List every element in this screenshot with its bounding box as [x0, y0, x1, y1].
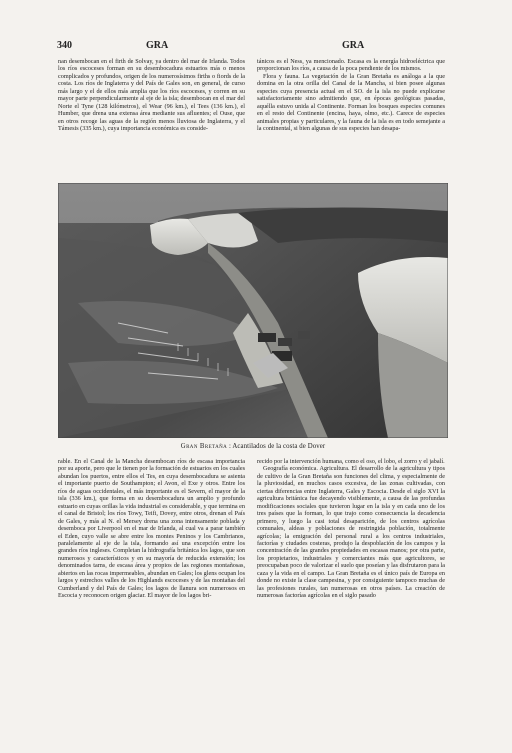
dover-cliffs-photo: [58, 183, 448, 438]
paragraph: Geografía económica. Agricultura. El desarrollo de la agricultura y tipos de cultivo de la Gran Bretaña son funciones del clima, y especialmente de la pluviosidad, en muchos casos excesiva, de las zonas cultivadas, con ciertas diferencias entre Inglaterra, Gales y Escocia. Desde el siglo XVI la agricultura británica fue decayendo visiblemente, a causa de las profundas modificaciones sociales que tuvieron lugar en la isla y en cada uno de los tres países que la forman, lo que trajo como consecuencia la decadencia primero, y luego la casi total desaparición, de los centros agrícolas comunales, aldeas y poblaciones de restringida población, totalmente agrícolas; la emigración del personal rural a los centros industriales, factorías y ciudades costeras, produjo la despoblación de los campos y la concentración de las grandes propiedades en escasas manos; por otra parte, los propietarios, industriales y comerciantes más que agricultores, se preocupaban poco de valorizar el suelo que poseían y las disfrutaron para la caza y la vida en el campo. La Gran Bretaña es el único país de Europa en donde no existe la clase campesina, y por consiguiente tampoco muchas de las profesiones rurales, tan numerosas en otros países. La creación de numerosas factorías agrícolas en el siglo pasado: [257, 465, 445, 600]
page-header: [0, 40, 512, 54]
paragraph: recido por la intervención humana, como el oso, el lobo, el zorro y el jabalí.: [257, 458, 445, 465]
paragraph: tánicos es el Ness, ya mencionado. Escasa es la energía hidroeléctrica que proporcionan los ríos, a causa de la poca pendiente de los mismos.: [257, 58, 445, 73]
running-head-left: GRA: [146, 40, 169, 51]
caption-name: Gran Bretaña: [180, 443, 228, 450]
column-top-right: [257, 58, 445, 180]
paragraph: Flora y fauna. La vegetación de la Gran Bretaña es análoga a la que domina en la otra orilla del Canal de la Mancha, si bien posee algunas especies cuya presencia actual en el SO. de la isla no puede explicarse satisfactoriamente sino admitiendo que, en épocas geológicas pasadas, aquélla estuvo unida al Continente. Forman los bosques especies comunes en el resto del Continente (encina, haya, olmo, etc.). Carece de especies animales propias y particulares, y la fauna de la isla es en todo semejante a la continental, si bien algunas de sus especies han desapa-: [257, 72, 445, 133]
figure-caption: [58, 443, 448, 450]
column-bottom-right: [257, 458, 445, 728]
running-head-right: GRA: [342, 40, 365, 51]
caption-text: Acantilados de la costa de Dover: [232, 443, 326, 450]
paragraph: rable. En el Canal de la Mancha desembocan ríos de escasa importancia por su aporte, pero que le tienen por la formación de estuarios en los cuales abundan los puertos, entre ellos el Tes, en cuya desembocadura se asienta el importante puerto de Southampton; el Avon, el Exe y otros. Entre los ríos de aguas occidentales, el más importante es el Severn, el mayor de la isla (336 km.), que forma en su desembocadura un amplio y profundo estuario en cuyas orillas la vida industrial es considerable, y que termina en el canal de Bristol; los ríos Towy, Teifi, Dovey, entre otros, drenan el País de Gales, y más al N. el Mersey drena una zona intensamente poblada y desemboca por Liverpool en el mar de Irlanda, al cual va a parar también el Eden, cuyo valle se abre entre los montes Peninos y los Cambrianos, paralelamente al eje de la isla, formando así una excepción entre los grandes ríos ingleses. Completan la hidrografía británica los lagos, que son numerosos y característicos y en su mayoría de reducida extensión; los denominados tarns, de escasa área y propios de las regiones montañosas, abiertos en las rocas impermeables, abundan en Gales; los glens ocupan los largos y estrechos valles de los Highlands escoceses y de las montañas del Cumberland y del País de Gales; los lagos de llanura son numerosos en Escocia y reconocen origen glaciar. El mayor de los lagos bri-: [58, 458, 245, 600]
paragraph: nan desembocan en el firth de Solvay, ya dentro del mar de Irlanda. Todos los ríos escoceses forman en su desembocadura estuarios más o menos complicados y profundos, origen de los numerosísimos firths o fiords de la costa. Los ríos de Inglaterra y del País de Gales son, en general, de curso más largo y el de ellos más amplia que los ríos escoceses, y corren en su mayor parte perpendicularmente al eje de la isla; desembocan en el mar del Norte el Tyne (128 kilómetros), el Wear (96 km.), el Tees (136 km.), el Humber, que drena una extensa área mediante sus afluentes; el Ouse, que en otros recoge las aguas de la región menos lluviosa de Inglaterra, y el Támesis (335 km.), cuya importancia económica es conside-: [58, 58, 245, 133]
column-bottom-left: [58, 458, 245, 728]
photo-illustration: [58, 183, 448, 438]
caption-separator: :: [227, 443, 233, 450]
page-number: 340: [57, 40, 72, 51]
column-top-left: [58, 58, 245, 180]
